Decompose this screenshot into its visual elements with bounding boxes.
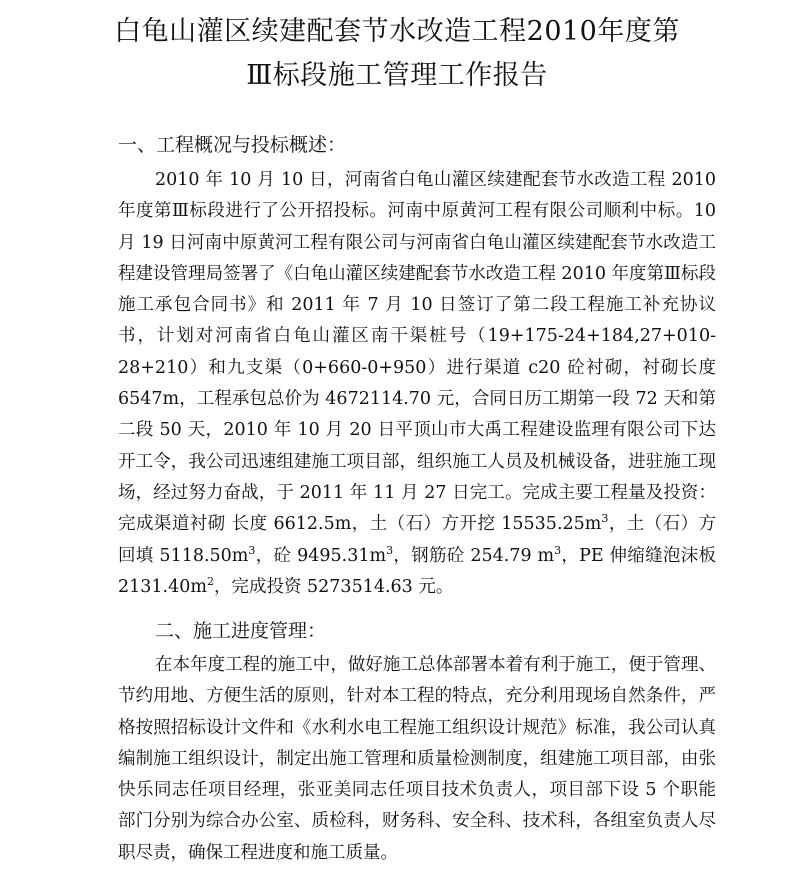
title-line-2: Ⅲ标段施工管理工作报告 [246,60,548,91]
section-2-paragraph: 在本年度工程的施工中，做好施工总体部署本着有利于施工，便于管理、节约用地、方便生活的原则，针对本工程的特点，充分利用现场自然条件，严格按照招标设计文件和《水利水电工程施工组织设计规范》标准，我公司认真编制施工组织设计，制定出施工管理和质量检测制度，组建施工项目部，由张快乐同志任项目经理，张亚美同志任项目技术负责人，项目部下设 5 个职能部门分别为综合办公室、质检科，财务科、安全科、技术科，各组室负责人尽职尽责，确保工程进度和施工质量。 [118,655,716,863]
text-run: ，完成投资 5273514.63 元。 [213,576,454,597]
section-1-heading: 一、工程概况与投标概述： [118,134,347,156]
text-run: ，砼 9495.31m [255,545,387,566]
text-run: ，土（石）方回填 5118.50m [118,514,717,566]
section-1-paragraph [118,165,716,603]
superscript: 3 [386,543,394,557]
text-run: ，PE 伸缩缝泡沫板 2131.40m [118,545,717,597]
superscript: 3 [554,543,562,557]
document-title [38,10,756,98]
superscript: 2 [206,575,214,589]
section-2-heading: 二、施工进度管理： [155,620,327,642]
text-run: 2010 年 10 月 10 日，河南省白龟山灌区续建配套节水改造工程 2010 年度第Ⅲ标段进行了公开招投标。河南中原黄河工程有限公司顺利中标。10 月 19 日河南中原黄河工程有限公司与河南省白龟山灌区续建配套节水改造工程建设管理局签署了《白龟山灌区续建配套节水改造工程 2010 年度第Ⅲ标段施工承包合同书》和 2011 年 7 月 10 日签订了第二段工程施工补充协议书，计划对河南省白龟山灌区南干渠桩号（19+175-24+184,27+010-28+210）和九支渠（0+660-0+950）进行渠道 c20 砼衬砌，衬砌长度 6547m，工程承包总价为 4672114.70 元，合同日历工期第一段 72 天和第二段 50 天，2010 年 10 月 20 日平顶山市大禹工程建设监理有限公司下达开工令，我公司迅速组建施工项目部，组织施工人员及机械设备，进驻施工现场，经过努力奋战，于 2011 年 11 月 27 日完工。完成主要工程量及投资：完成渠道衬砌 长度 6612.5m，土（石）方开挖 15535.25m [118,170,716,535]
title-line-1: 白龟山灌区续建配套节水改造工程2010年度第 [114,16,680,47]
text-run: ，钢筋砼 254.79 m [393,545,555,566]
superscript: 3 [601,512,609,526]
superscript: 3 [248,543,256,557]
